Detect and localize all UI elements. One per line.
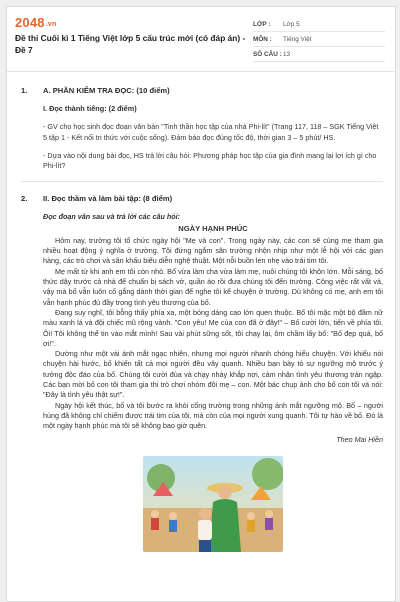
story-paragraph: Hôm nay, trường tôi tổ chức ngày hội "Mẹ và con". Trong ngày này, các con sẽ cùng mẹ tham gia nhiều hoạt động ý nghĩa ở trường. Tôi đứng ngắm sân trường nhộn nhịp như một lễ hội với các gian hàng, các trò chơi và sân khấu biểu diễn nghệ thuật. Một nỗi buồn len nhẹ vào trái tim tôi. <box>43 235 383 266</box>
section-heading <box>21 194 383 204</box>
section-heading <box>21 86 383 96</box>
document-title: Đề thi Cuối kì 1 Tiếng Việt lớp 5 cấu trúc mới (có đáp án) - Đề 7 <box>15 33 246 55</box>
meta-value: Tiếng Việt <box>283 35 312 43</box>
document-content <box>7 72 395 552</box>
meta-label: MÔN : <box>253 35 272 43</box>
section-divider <box>21 181 383 182</box>
story-author: Theo Mai Hiền <box>336 435 383 445</box>
meta-value: 13 <box>283 50 291 58</box>
meta-label: SỐ CÂU : <box>253 50 282 58</box>
meta-value: Lớp 5 <box>283 20 300 28</box>
meta-row-question-count <box>253 47 385 62</box>
meta-label: LỚP : <box>253 20 271 28</box>
section-title: A. PHẦN KIỂM TRA ĐỌC: (10 điểm) <box>43 86 170 95</box>
story-paragraph: Mẹ mất từ khi anh em tôi còn nhỏ. Bố vừa làm cha vừa làm mẹ, nuôi chúng tôi khôn lớn. Mỗi sáng, bố thức dậy trước cả nhà để chuẩn bị sách vở, quần áo rồi đưa chúng tôi đến trường. Công việc rất vất vả, vậy mà bố vẫn luôn cố gắng dành thời gian để nghe tôi kể chuyện ở trường. Dù không có mẹ, anh em tôi vẫn hạnh phúc đủ đầy trong tình yêu thương của bố. <box>43 266 383 307</box>
document-header <box>7 7 395 72</box>
story-paragraph: Đang suy nghĩ, tôi bỗng thấy phía xa, một bóng dáng cao lớn quen thuộc. Bố tôi mặc một bộ đầm nữ màu xanh lá và đội chiếc mũ rộng vành. "Con yêu! Mẹ của con đã ở đây!" – Bố cười lớn, tiến về phía tôi. Ôi! Tôi không thể tin vào mắt mình! Sau vài phút sững sốt, tôi chạy lại, ôm chầm lấy bố: "Bố đẹp quá, bố ơi!". <box>43 307 383 348</box>
subsection-heading: I. Đọc thành tiếng: (2 điểm) <box>43 104 137 114</box>
story-paragraph: Ngày hội kết thúc, bố và tôi bước ra khỏi cổng trường trong những ánh mắt ngưỡng mộ. Bố – người hùng đã không chỉ chiếm được trái tim của tôi, mà còn của mọi người xung quanh. Tôi tự hào về bố. Đó là một ngày hạnh phúc mà tôi sẽ không bao giờ quên. <box>43 400 383 431</box>
logo-suffix: .vn <box>45 21 57 28</box>
instruction-paragraph: - Dựa vào nội dung bài đọc, HS trả lời câu hỏi: Phương pháp học tập của gia đình mang lại lợi ích gì cho Phi-lít? <box>43 150 377 171</box>
meta-row-class <box>253 17 385 32</box>
site-logo[interactable] <box>15 15 56 30</box>
instruction-paragraph: - GV cho học sinh đọc đoạn văn bản "Tinh thần học tập của nhà Phi-lít" (Trang 117, 118 – SGK Tiếng Việt 5 tập 1 - Kết nối tri thức với cuộc sống). Đảm bảo đọc đúng tốc độ, thời gian 3 – 5 phút/ HS. <box>43 122 379 142</box>
story-text <box>43 236 383 432</box>
section-body <box>21 104 383 171</box>
story-title: NGÀY HẠNH PHÚC <box>178 223 248 233</box>
logo-text: 2048 <box>15 15 45 30</box>
section-title: II. Đọc thầm và làm bài tập: (8 điểm) <box>43 194 173 204</box>
story-illustration <box>143 456 283 552</box>
document-page <box>6 6 396 602</box>
section-number: 2. <box>21 194 28 204</box>
meta-row-subject <box>253 32 385 47</box>
reading-instruction: Đọc đoạn văn sau và trả lời các câu hỏi: <box>43 212 181 222</box>
illustration-image <box>143 456 283 552</box>
meta-table <box>253 17 385 62</box>
section-number: 1. <box>21 86 28 95</box>
story-paragraph: Dường như một vài ánh mắt ngạc nhiên, nhưng mọi người nhanh chóng hiểu chuyện. Với khiếu nói chuyện hài hước, bố khiến tất cả mọi người đều vây quanh. Nhiều bạn bày tỏ sự ngưỡng mộ trước ý tưởng độc đáo của bố. Chúng tôi cười đùa và chạy nhảy khắp nơi, cảm nhận tình yêu thương tràn ngập. Các bạn mời bố con tôi tham gia thi trò chơi nhóm đôi mẹ – con. Một bác chụp ảnh cho bố con tôi và nói: "Đây là tình yêu thật sự!". <box>43 349 383 400</box>
section-body <box>21 212 383 551</box>
